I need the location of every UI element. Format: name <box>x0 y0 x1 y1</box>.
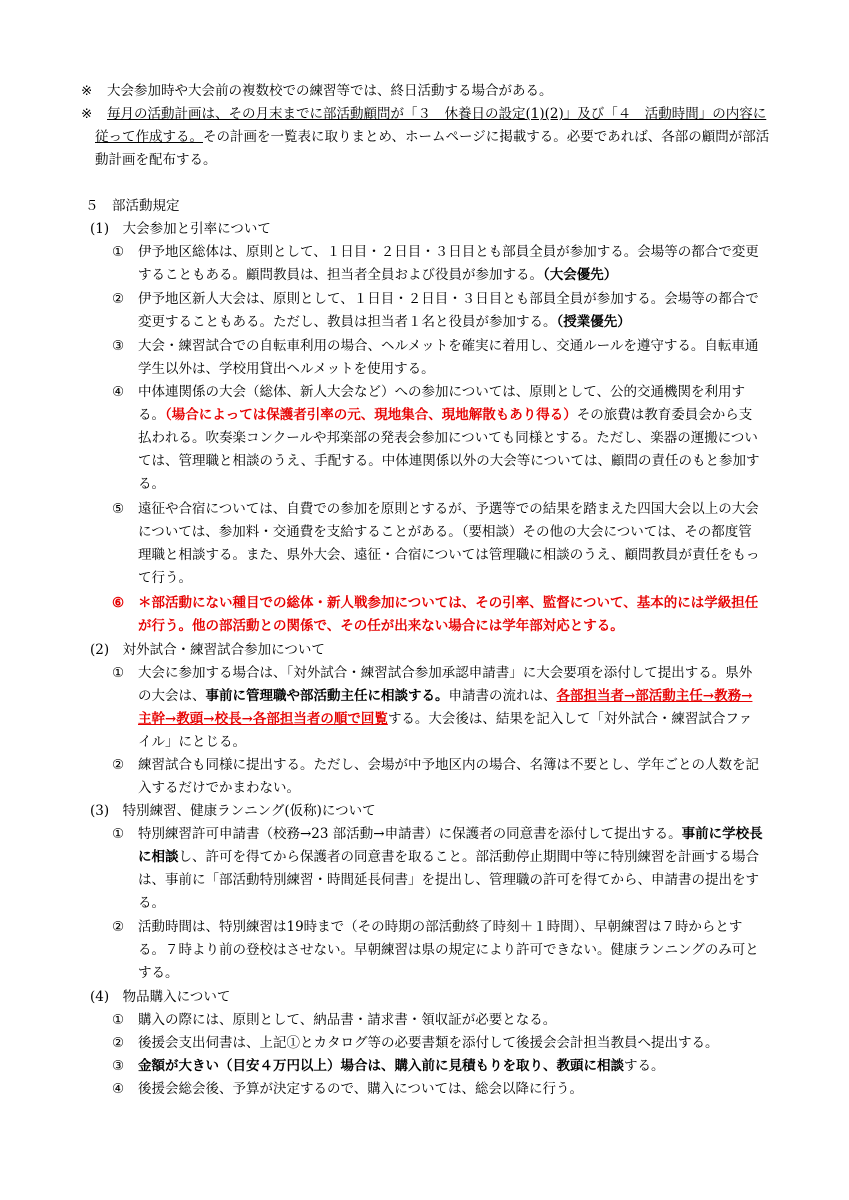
subsection-1-heading: (1) 大会参加と引率について <box>90 221 271 237</box>
s4-item-3-text: する。 <box>624 1058 665 1074</box>
section-5-title: ５ 部活動規定 <box>85 198 180 214</box>
s1-item-6-text: ＊部活動にない種目での総体・新人戦参加については、その引率、監督について、基本的には学級担任が行う。他の部活動との関係で、その任が出来ない場合には学年部対応とする。 <box>138 595 759 634</box>
s3-item-1-text-b: し、許可を得てから保護者の同意書を取ること。部活動停止期間中等に特別練習を計画する場合は、事前に「部活動特別練習・時間延長伺書」を提出し、管理職の許可を得てから、申請書の提出をする。 <box>138 849 759 911</box>
item-number: ④ <box>112 1081 125 1097</box>
item-number: ③ <box>112 1058 125 1074</box>
s3-item-1 <box>112 823 764 915</box>
s1-item-1-priority: （大会優先） <box>543 267 618 283</box>
s1-item-3 <box>112 335 764 381</box>
s1-item-1 <box>112 241 764 287</box>
subsection-2-heading: (2) 対外試合・練習試合参加について <box>90 642 325 658</box>
item-number: ③ <box>112 338 125 354</box>
note-1-text: 大会参加時や大会前の複数校での練習等では、終日活動する場合がある。 <box>107 83 553 99</box>
note-mark: ※ <box>81 106 93 122</box>
note-2 <box>81 103 771 172</box>
s4-item-2 <box>112 1032 764 1055</box>
item-number: ⑥ <box>112 595 125 611</box>
s2-item-1-text-b: 申請書の流れは、 <box>448 688 557 704</box>
s4-item-1 <box>112 1009 764 1032</box>
s1-item-1-text: 伊予地区総体は、原則として、１日目・２日目・３日目とも部員全員が参加する。会場等の都合で変更することもある。顧問教員は、担当者全員および役員が参加する。 <box>138 244 759 283</box>
item-number: ① <box>112 244 125 260</box>
item-number: ① <box>112 665 125 681</box>
s1-item-4-red-note: （場合によっては保護者引率の元、現地集合、現地解散もあり得る） <box>165 407 577 423</box>
s3-item-2-text: 活動時間は、特別練習は19時まで（その時期の部活動終了時刻＋１時間）、早朝練習は７時からとする。７時より前の登校はさせない。早朝練習は県の規定により許可できない。健康ランニングのみ可とする。 <box>138 919 759 981</box>
item-number: ⑤ <box>112 501 125 517</box>
note-mark: ※ <box>81 83 93 99</box>
subsection-3-heading: (3) 特別練習、健康ランニング(仮称)について <box>90 803 376 819</box>
s2-item-1-bold: 事前に管理職や部活動主任に相談する。 <box>205 688 449 704</box>
s4-item-2-text: 後援会支出伺書は、上記①とカタログ等の必要書類を添付して後援会会計担当教員へ提出する。 <box>138 1035 719 1051</box>
item-number: ② <box>112 291 125 307</box>
note-2-underlined: 毎月の活動計画は、その月末までに部活動顧問が「３ 休養日の設定(1)(2)」及び「４ 活動時間」の内容に従って作成する。 <box>95 106 767 145</box>
s1-item-4 <box>112 381 764 496</box>
s3-item-1-text-a: 特別練習許可申請書（校務→23 部活動→申請書）に保護者の同意書を添付して提出する。 <box>138 826 682 842</box>
s2-item-1-routing: 各部担当者→部活動主任→教務→主幹→教頭→校長→各部担当者の順で回覧 <box>138 688 753 727</box>
item-number: ② <box>112 1035 125 1051</box>
s1-item-2-priority: （授業優先） <box>556 314 631 330</box>
s1-item-2-text: 伊予地区新人大会は、原則として、１日目・２日目・３日目とも部員全員が参加する。会場等の都合で変更することもある。ただし、教員は担当者１名と役員が参加する。 <box>138 291 759 330</box>
s1-item-3-text: 大会・練習試合での自転車利用の場合、ヘルメットを確実に着用し、交通ルールを遵守する。自転車通学生以外は、学校用貸出ヘルメットを使用する。 <box>138 338 759 377</box>
s2-item-2 <box>112 754 764 800</box>
s1-item-2 <box>112 288 764 334</box>
s2-item-1 <box>112 662 764 754</box>
s3-item-2 <box>112 916 764 985</box>
note-1 <box>81 80 771 103</box>
s2-item-2-text: 練習試合も同様に提出する。ただし、会場が中予地区内の場合、名簿は不要とし、学年ごとの人数を記入するだけでかまわない。 <box>138 757 759 796</box>
s3-item-1-bold: 事前に学校長に相談 <box>138 826 763 865</box>
s1-item-5-text: 遠征や合宿については、自費での参加を原則とするが、予選等での結果を踏まえた四国大会以上の大会については、参加料・交通費を支給することがある。（要相談）その他の大会については、その都度管理職と相談する。また、県外大会、遠征・合宿については管理職に相談のうえ、顧問教員が責任をもって行う。 <box>138 501 760 586</box>
s4-item-3 <box>112 1055 764 1078</box>
s4-item-1-text: 購入の際には、原則として、納品書・請求書・領収証が必要となる。 <box>138 1012 557 1028</box>
s2-item-1-text-c: する。大会後は、結果を記入して「対外試合・練習試合ファイル」にとじる。 <box>138 711 753 750</box>
item-number: ④ <box>112 384 125 400</box>
s2-item-1-text-a: 大会に参加する場合は、「対外試合・練習試合参加承認申請書」に大会要項を添付して提出する。県外の大会は、 <box>138 665 753 704</box>
s4-item-4 <box>112 1078 764 1101</box>
item-number: ② <box>112 919 125 935</box>
s1-item-4-text-a: 中体連関係の大会（総体、新人大会など）への参加については、原則として、公的交通機関を利用する。 <box>138 384 745 423</box>
s1-item-6 <box>112 592 764 638</box>
s1-item-4-text-b: その旅費は教育委員会から支払われる。吹奏楽コンクールや邦楽部の発表会参加についても同様とする。ただし、楽器の運搬については、管理職と相談のうえ、手配する。中体連関係以外の大会等については、顧問の責任のもと参加する。 <box>138 407 760 492</box>
s4-item-4-text: 後援会総会後、予算が決定するので、購入については、総会以降に行う。 <box>138 1081 583 1097</box>
s4-item-3-bold: 金額が大きい（目安４万円以上）場合は、購入前に見積もりを取り、教頭に相談 <box>138 1058 624 1074</box>
s1-item-5 <box>112 498 764 590</box>
item-number: ② <box>112 757 125 773</box>
note-2-rest: その計画を一覧表に取りまとめ、ホームページに掲載する。必要であれば、各部の顧問が部活動計画を配布する。 <box>95 129 770 168</box>
item-number: ① <box>112 826 125 842</box>
subsection-4-heading: (4) 物品購入について <box>90 989 231 1005</box>
item-number: ① <box>112 1012 125 1028</box>
